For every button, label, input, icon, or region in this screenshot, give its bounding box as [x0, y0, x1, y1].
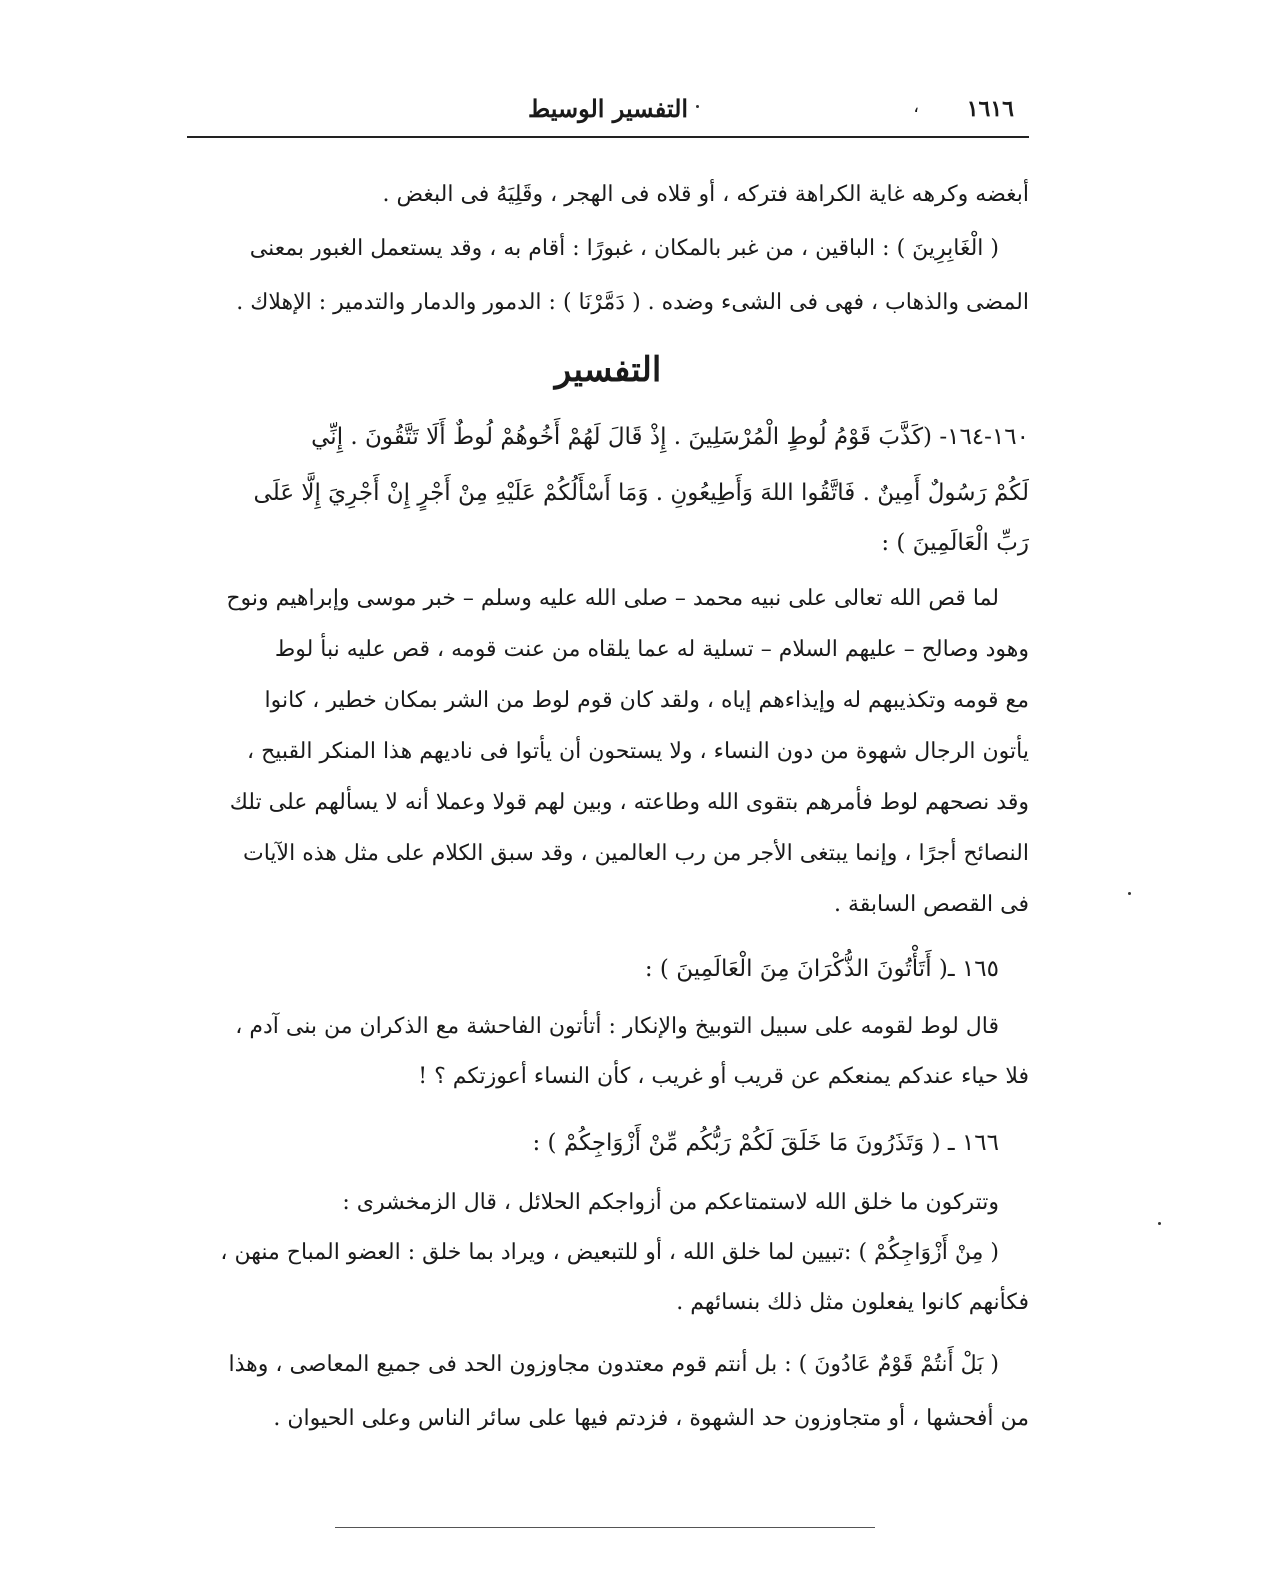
footer-rule: [335, 1527, 875, 1528]
paragraph-line: فكأنهم كانوا يفعلون مثل ذلك بنسائهم .: [676, 1290, 1029, 1315]
verse-line: رَبِّ الْعَالَمِينَ ) :: [881, 530, 1029, 556]
paragraph-line: ( بَلْ أَنتُمْ قَوْمٌ عَادُونَ ) : بل أنتم قوم معتدون مجاوزون الحد فى جميع المعاصى ، وهذا: [228, 1352, 999, 1377]
verse-line: لَكُمْ رَسُولٌ أَمِينٌ . فَاتَّقُوا اللهَ وَأَطِيعُونِ . وَمَا أَسْأَلُكُمْ عَلَيْهِ مِنْ أَجْرٍ إِنْ أَجْرِيَ إِلَّا عَلَى: [253, 480, 1029, 506]
paragraph-line: وهود وصالح – عليهم السلام – تسلية له عما يلقاه من عنت قومه ، قص عليه نبأ لوط: [274, 637, 1029, 662]
running-title: التفسير الوسيط: [527, 94, 689, 123]
vocab-line: ( الْغَابِرِينَ ) : الباقين ، من غبر بالمكان ، غبورًا : أقام به ، وقد يستعمل الغبور بمعنى: [249, 236, 999, 261]
section-title: التفسير: [554, 350, 662, 390]
vocab-line: أبغضه وكرهه غاية الكراهة فتركه ، أو قلاه فى الهجر ، وقَلِيَهُ فى البغض .: [382, 182, 1029, 207]
paragraph-line: وقد نصحهم لوط فأمرهم بتقوى الله وطاعته ، وبين لهم قولا وعملا أنه لا يسألهم على تلك: [229, 790, 1029, 815]
header-mark: ،: [913, 96, 919, 117]
paragraph-line: فى القصص السابقة .: [834, 892, 1029, 917]
paragraph-line: مع قومه وتكذيبهم له وإيذاءهم إياه ، ولقد كان قوم لوط من الشر بمكان خطير ، كانوا: [264, 688, 1029, 713]
verse-line: ١٦٥ ـ( أَتَأْتُونَ الذُّكْرَانَ مِنَ الْعَالَمِينَ ) :: [644, 956, 999, 982]
running-header: [187, 92, 1029, 132]
paragraph-line: ( مِنْ أَزْوَاجِكُمْ ) :تبيين لما خلق الله ، أو للتبعيض ، ويراد بما خلق : العضو المباح منهن ،: [220, 1240, 999, 1265]
vocab-line: المضى والذهاب ، فهى فى الشىء وضده . ( دَمَّرْنَا ) : الدمور والدمار والتدمير : الإهلاك .: [236, 290, 1029, 315]
verse-line: ١٦٦ ـ ( وَتَذَرُونَ مَا خَلَقَ لَكُمْ رَبُّكُم مِّنْ أَزْوَاجِكُمْ ) :: [532, 1130, 999, 1156]
scan-speck: [1158, 1222, 1161, 1225]
page-number: ١٦١٦: [966, 96, 1014, 122]
paragraph-line: من أفحشها ، أو متجاوزون حد الشهوة ، فزدتم فيها على سائر الناس وعلى الحيوان .: [273, 1406, 1029, 1431]
paragraph-line: لما قص الله تعالى على نبيه محمد – صلى الله عليه وسلم – خبر موسى وإبراهيم ونوح: [226, 586, 999, 611]
header-rule: [187, 136, 1029, 138]
paragraph-line: وتتركون ما خلق الله لاستمتاعكم من أزواجكم الحلائل ، قال الزمخشرى :: [342, 1190, 999, 1215]
paragraph-line: فلا حياء عندكم يمنعكم عن قريب أو غريب ، كأن النساء أعوزتكم ؟ !: [418, 1064, 1029, 1089]
paragraph-line: النصائح أجرًا ، وإنما يبتغى الأجر من رب العالمين ، وقد سبق الكلام على مثل هذه الآيات: [243, 841, 1029, 866]
scan-speck: [696, 105, 699, 108]
paragraph-line: قال لوط لقومه على سبيل التوبيخ والإنكار : أتأتون الفاحشة مع الذكران من بنى آدم ،: [235, 1014, 999, 1039]
paragraph-line: يأتون الرجال شهوة من دون النساء ، ولا يستحون أن يأتوا فى ناديهم هذا المنكر القبيح ،: [246, 739, 1029, 764]
verse-line: ١٦٠-١٦٤- (كَذَّبَ قَوْمُ لُوطٍ الْمُرْسَلِينَ . إِذْ قَالَ لَهُمْ أَخُوهُمْ لُوطٌ أَلَا تَتَّقُونَ . إِنِّي: [311, 424, 1029, 450]
scan-speck: [1128, 892, 1131, 895]
